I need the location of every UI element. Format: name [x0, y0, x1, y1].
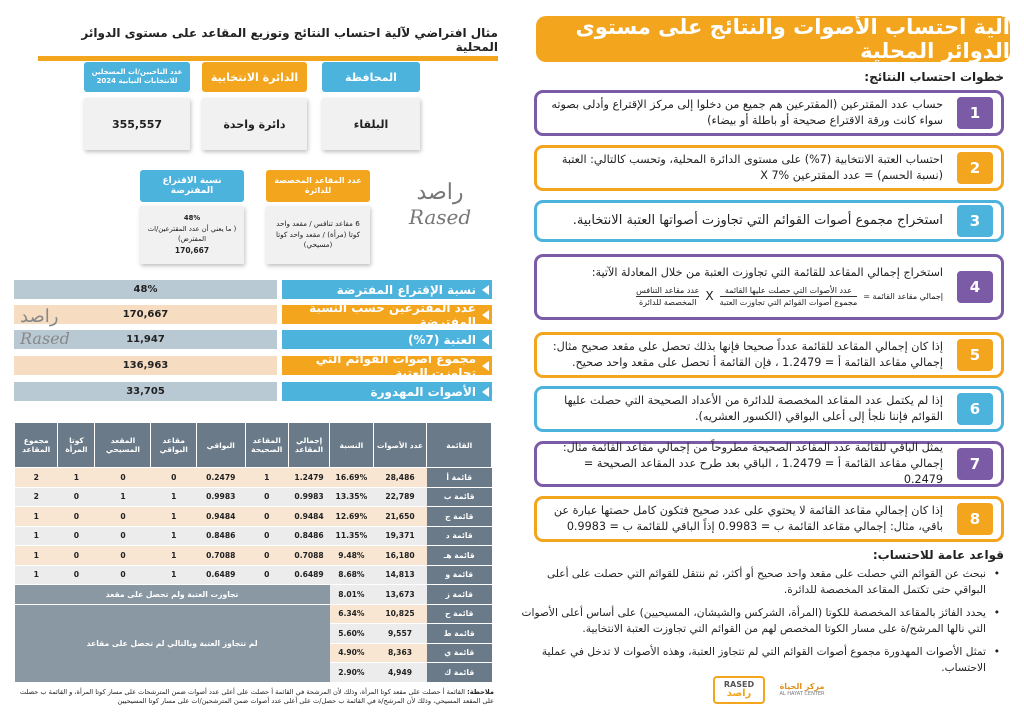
summary-row	[14, 351, 492, 380]
cell-note: تجاوزت العتبة ولم تحصل على مقعد	[15, 585, 330, 605]
list-name-cell: قائمة ب	[427, 487, 492, 507]
voters-label: عدد الناخبين/ات المسجلين للانتخابات النيابية 2024	[84, 62, 190, 92]
cell: 1.2479	[288, 468, 329, 488]
table-row	[15, 546, 492, 566]
cell: 5.60%	[330, 624, 373, 644]
summary-value: 11,947	[14, 330, 277, 349]
step-text: إذا كان إجمالي مقاعد القائمة لا يحتوي على عدد صحيح فتكون كامل حصتها عبارة عن باقي، مثال: إجمالي مقاعد القائمة ب = 0.9983 إذاً الباقي للقائمة ب = 0.9983	[553, 503, 943, 533]
step-number: 4	[957, 271, 993, 303]
cell: 1	[151, 487, 196, 507]
cell: 1	[151, 546, 196, 566]
rased-logo	[713, 676, 765, 704]
turnout-note: ( ما يعني أن عدد المقترعين/ات المفترض)	[147, 224, 237, 244]
step-3	[534, 200, 1004, 242]
rules-list	[520, 566, 1000, 682]
step-6	[534, 386, 1004, 432]
step-text: استخراج مجموع أصوات القوائم التي تجاوزت أصواتها العتبة الانتخابية.	[572, 212, 943, 228]
turnout-value: 170,667	[174, 246, 210, 256]
cell: 8.01%	[330, 585, 373, 605]
steps-heading: خطوات احتساب النتائج:	[864, 70, 1004, 84]
rased-watermark-small	[20, 306, 70, 349]
cell: 0	[58, 507, 95, 527]
summary-label: عدد المقترعين حسب النسبة المفترضة	[282, 305, 492, 324]
rased-watermark-small-en: Rased	[20, 328, 70, 348]
step-number: 3	[957, 205, 993, 237]
step-5	[534, 332, 1004, 378]
table-row	[15, 565, 492, 585]
cell: 1	[245, 468, 288, 488]
list-name-cell: قائمة د	[427, 526, 492, 546]
cell: قائمة ط	[427, 624, 492, 644]
rased-logo-ar: راصد	[726, 688, 752, 699]
cell: 4,949	[373, 663, 427, 683]
cell: 0	[245, 487, 288, 507]
cell: 12.69%	[330, 507, 373, 527]
summary-value: 170,667	[14, 305, 277, 324]
step-number: 1	[957, 97, 993, 129]
cell: 0	[151, 468, 196, 488]
cell: 0	[58, 565, 95, 585]
example-title: مثال افتراضي لآلية احتساب النتائج وتوزيع المقاعد على مستوى الدوائر المحلية	[38, 26, 498, 61]
governorate-value: البلقاء	[322, 98, 420, 150]
cell: 0.9484	[288, 507, 329, 527]
col-header: مجموع المقاعد	[15, 423, 58, 468]
table-row	[15, 487, 492, 507]
summary-row	[14, 300, 492, 329]
step-8	[534, 496, 1004, 542]
cell: 13.35%	[330, 487, 373, 507]
summary-row	[14, 382, 492, 401]
step-number: 2	[957, 152, 993, 184]
cell: 0	[245, 526, 288, 546]
rased-watermark	[400, 180, 480, 229]
step-text: إذا كان إجمالي المقاعد للقائمة عدداً صحيحا فإنها بذلك تحصل على مقعد صحيح مثال: إجمالي مقاعد القائمة أ = 1.2479 ، فإن القائمة أ تحصل على مقعد واحد صحيح.	[552, 339, 943, 369]
voters-value: 355,557	[84, 98, 190, 150]
hayat-logo	[772, 676, 832, 704]
formula-times: X	[705, 288, 714, 303]
cell: 16,180	[373, 546, 427, 566]
turnout-label: نسبة الاقتراع المفترضة	[140, 170, 244, 202]
table-header-row	[15, 423, 492, 468]
cell: 16.69%	[330, 468, 373, 488]
cell: 1	[151, 526, 196, 546]
cell: 0.9983	[288, 487, 329, 507]
summary-value: 48%	[14, 280, 277, 299]
cell: 1	[15, 507, 58, 527]
hayat-logo-ar: مركز الحياة	[779, 681, 825, 691]
cell: 11.35%	[330, 526, 373, 546]
table-row	[15, 526, 492, 546]
formula-num2: عدد مقاعد التنافس	[636, 285, 699, 298]
step-text: إذا لم يكتمل عدد المقاعد المخصصة للدائرة من الأعداد الصحيحة التي حصلت عليها القوائم فإننا نلجأ إلى أعلى البواقي (الكسور العشريه).	[564, 393, 943, 423]
governorate-label: المحافظة	[322, 62, 420, 92]
step-number: 5	[957, 339, 993, 371]
list-name-cell: قائمة أ	[427, 468, 492, 488]
cell: 0.9484	[196, 507, 245, 527]
cell: 0.6489	[196, 565, 245, 585]
cell: 1	[15, 526, 58, 546]
cell: 13,673	[373, 585, 427, 605]
step-1	[534, 90, 1004, 136]
summary-label: الأصوات المهدورة	[282, 382, 492, 401]
table-row	[15, 604, 492, 624]
cell: 2.90%	[330, 663, 373, 683]
list-name-cell: قائمة ج	[427, 507, 492, 527]
district-label: الدائرة الانتخابية	[202, 62, 307, 92]
cell: 1	[58, 468, 95, 488]
cell: 0.2479	[196, 468, 245, 488]
col-header: المقاعد الصحيحة	[245, 423, 288, 468]
footnote-text: القائمة أ حصلت على مقعد كوتا المرأة، وذلك لأن المرشحة في القائمة أ حصلت على أعلى عدد أصوات ضمن المترشحات على مسار كوتا المرأة، و القائمة ب حصلت على المقعد المسيحي، وذلك لأن المرشح/ة في القائمة ب حصل/ت على أعلى عدد أصوات ضمن المترشحين/ات على مسار كوتا المسيحيين	[19, 688, 494, 705]
summary-label: العتبة (7%)	[282, 330, 492, 349]
summary-row	[14, 280, 492, 299]
col-header: البواقي	[196, 423, 245, 468]
cell: 1	[151, 507, 196, 527]
summary-row	[14, 330, 492, 349]
table-row	[15, 468, 492, 488]
step-text: استخراج إجمالي المقاعد للقائمة التي تجاوزت العتبة من خلال المعادلة الآتية:	[591, 266, 943, 280]
col-header: عدد الأصوات	[373, 423, 427, 468]
cell: 0.9983	[196, 487, 245, 507]
cell: 9,557	[373, 624, 427, 644]
col-header: إجمالي المقاعد	[288, 423, 329, 468]
col-header: مقاعد البواقي	[151, 423, 196, 468]
cell: 2	[15, 468, 58, 488]
step-4	[534, 254, 1004, 320]
rule-item: • تمثل الأصوات المهدورة مجموع أصوات القوائم التي لم تتجاوز العتبة، وهذه الأصوات لا تدخل في عملية الاحتساب.	[520, 644, 1000, 677]
formula-num1: عدد الأصوات التي حصلت عليها القائمة	[720, 285, 858, 298]
step-2	[534, 145, 1004, 191]
cell: 0	[245, 565, 288, 585]
cell: 1	[15, 565, 58, 585]
cell: 0	[95, 546, 151, 566]
cell: 0.8486	[196, 526, 245, 546]
cell: 2	[15, 487, 58, 507]
cell: 4.90%	[330, 643, 373, 663]
cell: 1	[15, 546, 58, 566]
cell: قائمة ز	[427, 585, 492, 605]
cell: قائمة ي	[427, 643, 492, 663]
cell: 0	[95, 507, 151, 527]
rule-item: • نبحث عن القوائم التي حصلت على مقعد واحد صحيح أو أكثر، ثم ننتقل للقوائم التي حصلت على أعلى البواقي حتى تكتمل المقاعد المخصصة للدائرة.	[520, 566, 1000, 599]
cell-note: لم تتجاوز العتبة وبالتالي لم تحصل على مقاعد	[15, 604, 330, 682]
cell: 8.68%	[330, 565, 373, 585]
cell: 22,789	[373, 487, 427, 507]
cell: قائمة ح	[427, 604, 492, 624]
list-name-cell: قائمة هـ	[427, 546, 492, 566]
main-title: آلية احتساب الأصوات والنتائج على مستوى الدوائر المحلية	[536, 16, 1010, 62]
summary-value: 33,705	[14, 382, 277, 401]
col-header: النسبة	[330, 423, 373, 468]
col-header: كوتا المرأة	[58, 423, 95, 468]
step-number: 8	[957, 503, 993, 535]
cell: 1	[95, 487, 151, 507]
cell: 0	[95, 565, 151, 585]
results-table	[14, 422, 492, 683]
hayat-logo-en: AL HAYAT CENTER	[779, 690, 825, 697]
cell: 14,813	[373, 565, 427, 585]
rules-heading: قواعد عامة للاحتساب:	[872, 548, 1004, 562]
rased-logo-caps: RASED	[723, 680, 755, 689]
cell: 6.34%	[330, 604, 373, 624]
turnout-card	[140, 206, 244, 264]
step-text: حساب عدد المقترعين (المقترعين هم جميع من دخلوا إلى مركز الإقتراع وأدلى بصوته سواء كانت ورقة الاقتراع صحيحة أو باطلة أو بيضاء)	[551, 97, 943, 127]
cell: قائمة ك	[427, 663, 492, 683]
cell: 8,363	[373, 643, 427, 663]
summary-label: مجموع أصوات القوائم التي تجاوزت العتبة	[282, 356, 492, 375]
step-7	[534, 441, 1004, 487]
cell: 0	[95, 526, 151, 546]
rased-watermark-small-ar: راصد	[20, 306, 59, 327]
cell: 10,825	[373, 604, 427, 624]
col-header: المقعد المسيحي	[95, 423, 151, 468]
seats-label: عدد المقاعد المخصصة للدائرة	[266, 170, 370, 202]
col-header: القائمة	[427, 423, 492, 468]
table-row	[15, 585, 492, 605]
step-number: 6	[957, 393, 993, 425]
step-text: احتساب العتبة الانتخابية (7%) على مستوى الدائرة المحلية، وتحسب كالتالي: العتبة (نسبة الحسم) = عدد المقترعين X 7%	[561, 152, 943, 182]
formula-den2: المخصصة للدائرة	[638, 298, 697, 308]
formula-den1: مجموع أصوات القوائم التي تجاوزت العتبة	[719, 298, 858, 308]
cell: 0	[58, 546, 95, 566]
turnout-pct: 48%	[183, 213, 201, 222]
cell: 0	[245, 546, 288, 566]
cell: 0	[245, 507, 288, 527]
seats-value: 6 مقاعد تنافس / مقعد واحد كوتا (مرأة) / مقعد واحد كوتا (مسيحي)	[266, 206, 370, 264]
rased-watermark-ar: راصد	[416, 180, 464, 205]
cell: 0.7088	[196, 546, 245, 566]
rule-item: • يحدد الفائز بالمقاعد المخصصة للكوتا (المرأة، الشركس والشيشان، المسيحيين) على أساس أعلى الأصوات التي نالها المرشح/ة على مسار الكوتا المخصص لهم من القوائم التي تجاوزت العتبة الانتخابية.	[520, 605, 1000, 638]
footnote	[8, 688, 494, 706]
step-number: 7	[957, 448, 993, 480]
cell: 0	[58, 526, 95, 546]
cell: 0.8486	[288, 526, 329, 546]
cell: 0	[58, 487, 95, 507]
summary-value: 136,963	[14, 356, 277, 375]
list-name-cell: قائمة و	[427, 565, 492, 585]
step-text: يمثل الباقي للقائمة عدد المقاعد الصحيحة مطروحاً من إجمالي مقاعد القائمة مثال: إجمالي مقاعد القائمة أ = 1.2479 ، الباقي بعد طرح عدد المقاعد الصحيحة = 0.2479	[562, 440, 943, 487]
cell: 9.48%	[330, 546, 373, 566]
formula	[545, 285, 943, 309]
rased-watermark-en: Rased	[408, 205, 472, 229]
cell: 0.6489	[288, 565, 329, 585]
cell: 0	[95, 468, 151, 488]
cell: 0.7088	[288, 546, 329, 566]
cell: 19,371	[373, 526, 427, 546]
cell: 1	[151, 565, 196, 585]
formula-lhs: إجمالي مقاعد القائمة =	[863, 291, 943, 301]
footnote-label: ملاحظة:	[467, 688, 494, 696]
summary-label: نسبة الإقتراع المفترضة	[282, 280, 492, 299]
table-row	[15, 507, 492, 527]
district-value: دائرة واحدة	[202, 98, 307, 150]
cell: 28,486	[373, 468, 427, 488]
cell: 21,650	[373, 507, 427, 527]
